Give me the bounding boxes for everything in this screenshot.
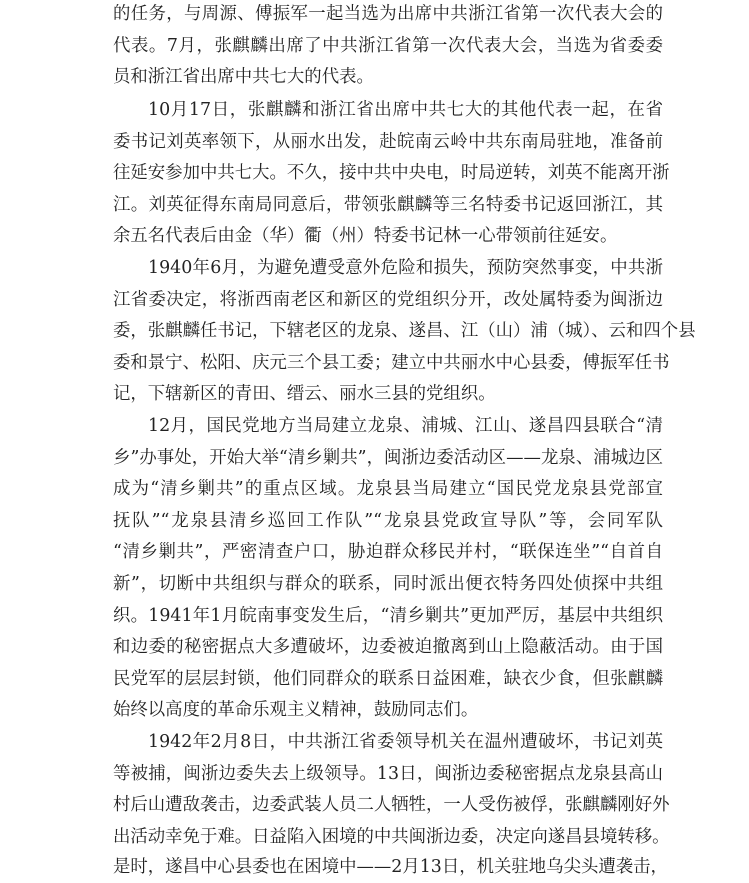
text-line: 抚队”“龙泉县清乡巡回工作队”“龙泉县党政宣导队”等，会同军队 [113,511,663,531]
paragraph-first-line: 1940年6月，为避免遭受意外危险和损失，预防突然事变，中共浙 [148,258,663,278]
text-line: 新”，切断中共组织与群众的联系，同时派出便衣特务四处侦探中共组 [113,574,663,594]
text-line: 委书记刘英率领下，从丽水出发，赴皖南云岭中共东南局驻地，准备前 [113,132,663,152]
text-line: 的任务，与周源、傅振军一起当选为出席中共浙江省第一次代表大会的 [113,4,663,24]
text-line: 出活动幸免于难。日益陷入困境的中共闽浙边委，决定向遂昌县境转移。 [113,827,670,847]
text-line: 委，张麒麟任书记，下辖老区的龙泉、遂昌、江（山）浦（城）、云和四个县 [113,321,696,341]
text-line: 是时，遂昌中心县委也在困境中——2月13日，机关驻地乌尖头遭袭击， [113,857,668,877]
text-line: 江省委决定，将浙西南老区和新区的党组织分开，改处属特委为闽浙边 [113,290,663,310]
document-page [113,0,696,877]
text-line: 等被捕，闽浙边委失去上级领导。13日，闽浙边委秘密据点龙泉县高山 [113,764,663,784]
text-line: 委和景宁、松阳、庆元三个县工委；建立中共丽水中心县委，傅振军任书 [113,353,670,373]
text-line: 村后山遭敌袭击，边委武装人员二人牺牲，一人受伤被俘，张麒麟刚好外 [113,795,670,815]
text-line: 织。1941年1月皖南事变发生后，“清乡剿共”更加严厉，基层中共组织 [113,606,663,626]
text-line: 和边委的秘密据点大多遭破坏，边委被迫撤离到山上隐蔽活动。由于国 [113,637,663,657]
text-line: 员和浙江省出席中共七大的代表。 [113,67,374,87]
text-line: 始终以高度的革命乐观主义精神，鼓励同志们。 [113,700,479,720]
paragraph-first-line: 1942年2月8日，中共浙江省委领导机关在温州遭破坏，书记刘英 [148,732,663,752]
text-line: 民党军的层层封锁，他们同群众的联系日益困难，缺衣少食，但张麒麟 [113,669,663,689]
paragraph-first-line: 10月17日，张麒麟和浙江省出席中共七大的其他代表一起，在省 [148,100,663,120]
text-line: 江。刘英征得东南局同意后，带领张麒麟等三名特委书记返回浙江，其 [113,195,663,215]
text-line: 余五名代表后由金（华）衢（州）特委书记林一心带领前往延安。 [113,226,618,246]
text-line: 代表。7月，张麒麟出席了中共浙江省第一次代表大会，当选为省委委 [113,36,663,56]
text-line: 乡”办事处，开始大举“清乡剿共”，闽浙边委活动区——龙泉、浦城边区 [113,448,663,468]
text-line: “清乡剿共”，严密清查户口，胁迫群众移民并村，“联保连坐”“自首自 [113,542,663,562]
text-line: 成为“清乡剿共”的重点区域。龙泉县当局建立“国民党龙泉县党部宣 [113,479,663,499]
text-line: 往延安参加中共七大。不久，接中共中央电，时局逆转，刘英不能离开浙 [113,163,670,183]
paragraph-first-line: 12月，国民党地方当局建立龙泉、浦城、江山、遂昌四县联合“清 [148,416,663,436]
text-line: 记，下辖新区的青田、缙云、丽水三县的党组织。 [113,384,496,404]
